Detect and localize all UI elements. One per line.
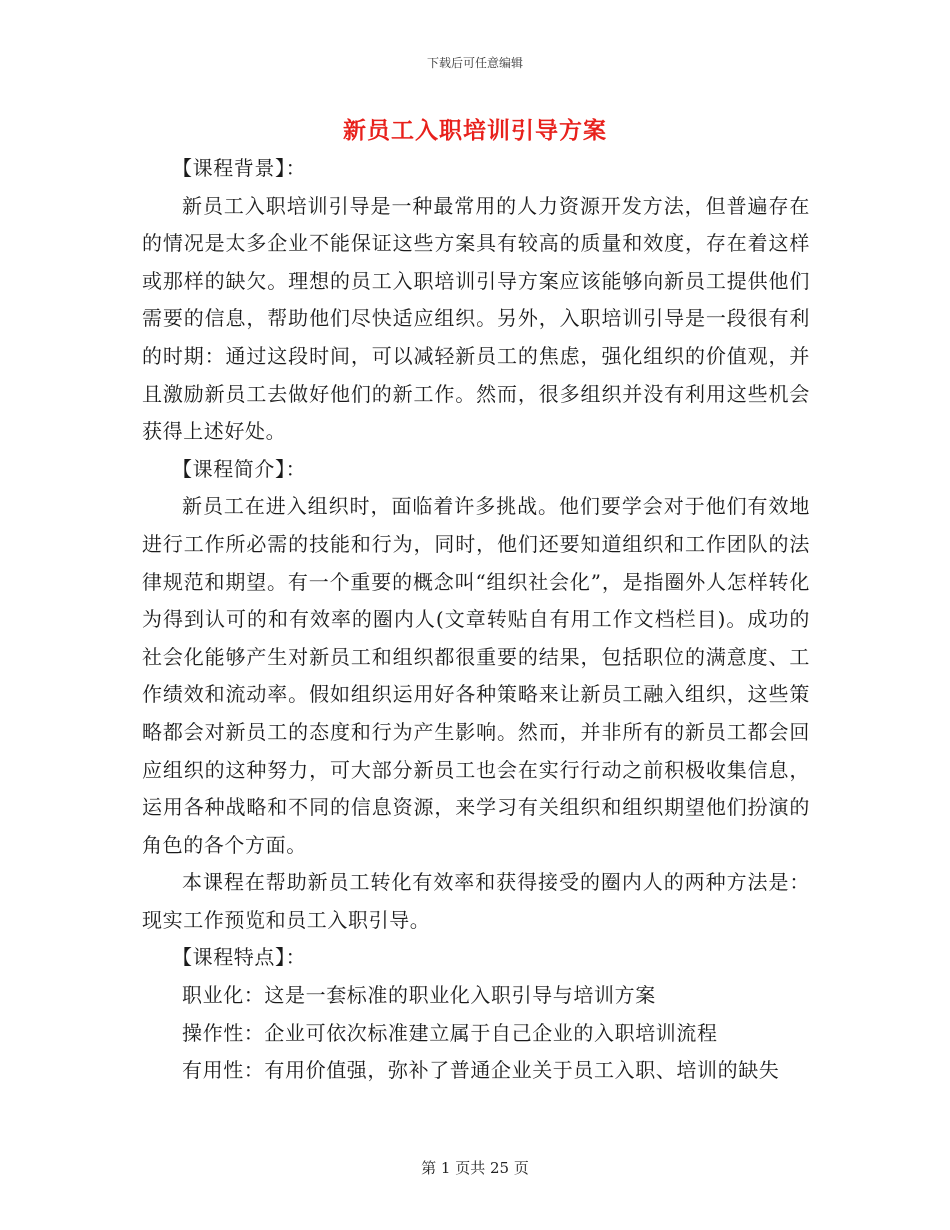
feature-usefulness: 有用性：有用价值强，弥补了普通企业关于员工入职、培训的缺失	[182, 1058, 780, 1083]
section-heading-background: 【课程背景】：	[172, 156, 307, 180]
document-body	[142, 150, 810, 1090]
document-title: 新员工入职培训引导方案	[343, 117, 607, 144]
header-note: 下载后可任意编辑	[426, 56, 523, 70]
feature-operability: 操作性：企业可依次标准建立属于自己企业的入职培训流程	[182, 1020, 718, 1045]
section-heading-intro: 【课程简介】：	[172, 456, 307, 481]
paragraph-methods: 本课程在帮助新员工转化有效率和获得接受的圈内人的两种方法是：现实工作预览和员工入职引导。	[142, 870, 810, 932]
paragraph-intro: 新员工在进入组织时，面临着许多挑战。他们要学会对于他们有效地进行工作所必需的技能和行为，同时，他们还要知道组织和工作团队的法律规范和期望。有一个重要的概念叫“组织社会化”，是指圈外人怎样转化为得到认可的和有效率的圈内人(文章转贴自有用工作文档栏目)。成功的社会化能够产生对新员工和组织都很重要的结果，包括职位的满意度、工作绩效和流动率。假如组织运用好各种策略来让新员工融入组织，这些策略都会对新员工的态度和行为产生影响。然而，并非所有的新员工都会回应组织的这种努力，可大部分新员工也会在实行行动之前积极收集信息，运用各种战略和不同的信息资源，来学习有关组织和组织期望他们扮演的角色的各个方面。	[142, 494, 810, 857]
page-number: 第 1 页共 25 页	[421, 1159, 529, 1177]
paragraph-background: 新员工入职培训引导是一种最常用的人力资源开发方法，但普遍存在的情况是太多企业不能保证这些方案具有较高的质量和效度，存在着这样或那样的缺欠。理想的员工入职培训引导方案应该能够向新员工提供他们需要的信息，帮助他们尽快适应组织。另外，入职培训引导是一段很有利的时期：通过这段时间，可以减轻新员工的焦虑，强化组织的价值观，并且激励新员工去做好他们的新工作。然而，很多组织并没有利用这些机会获得上述好处。	[142, 193, 810, 444]
feature-professional: 职业化：这是一套标准的职业化入职引导与培训方案	[182, 983, 656, 1008]
section-heading-features: 【课程特点】：	[172, 945, 307, 970]
